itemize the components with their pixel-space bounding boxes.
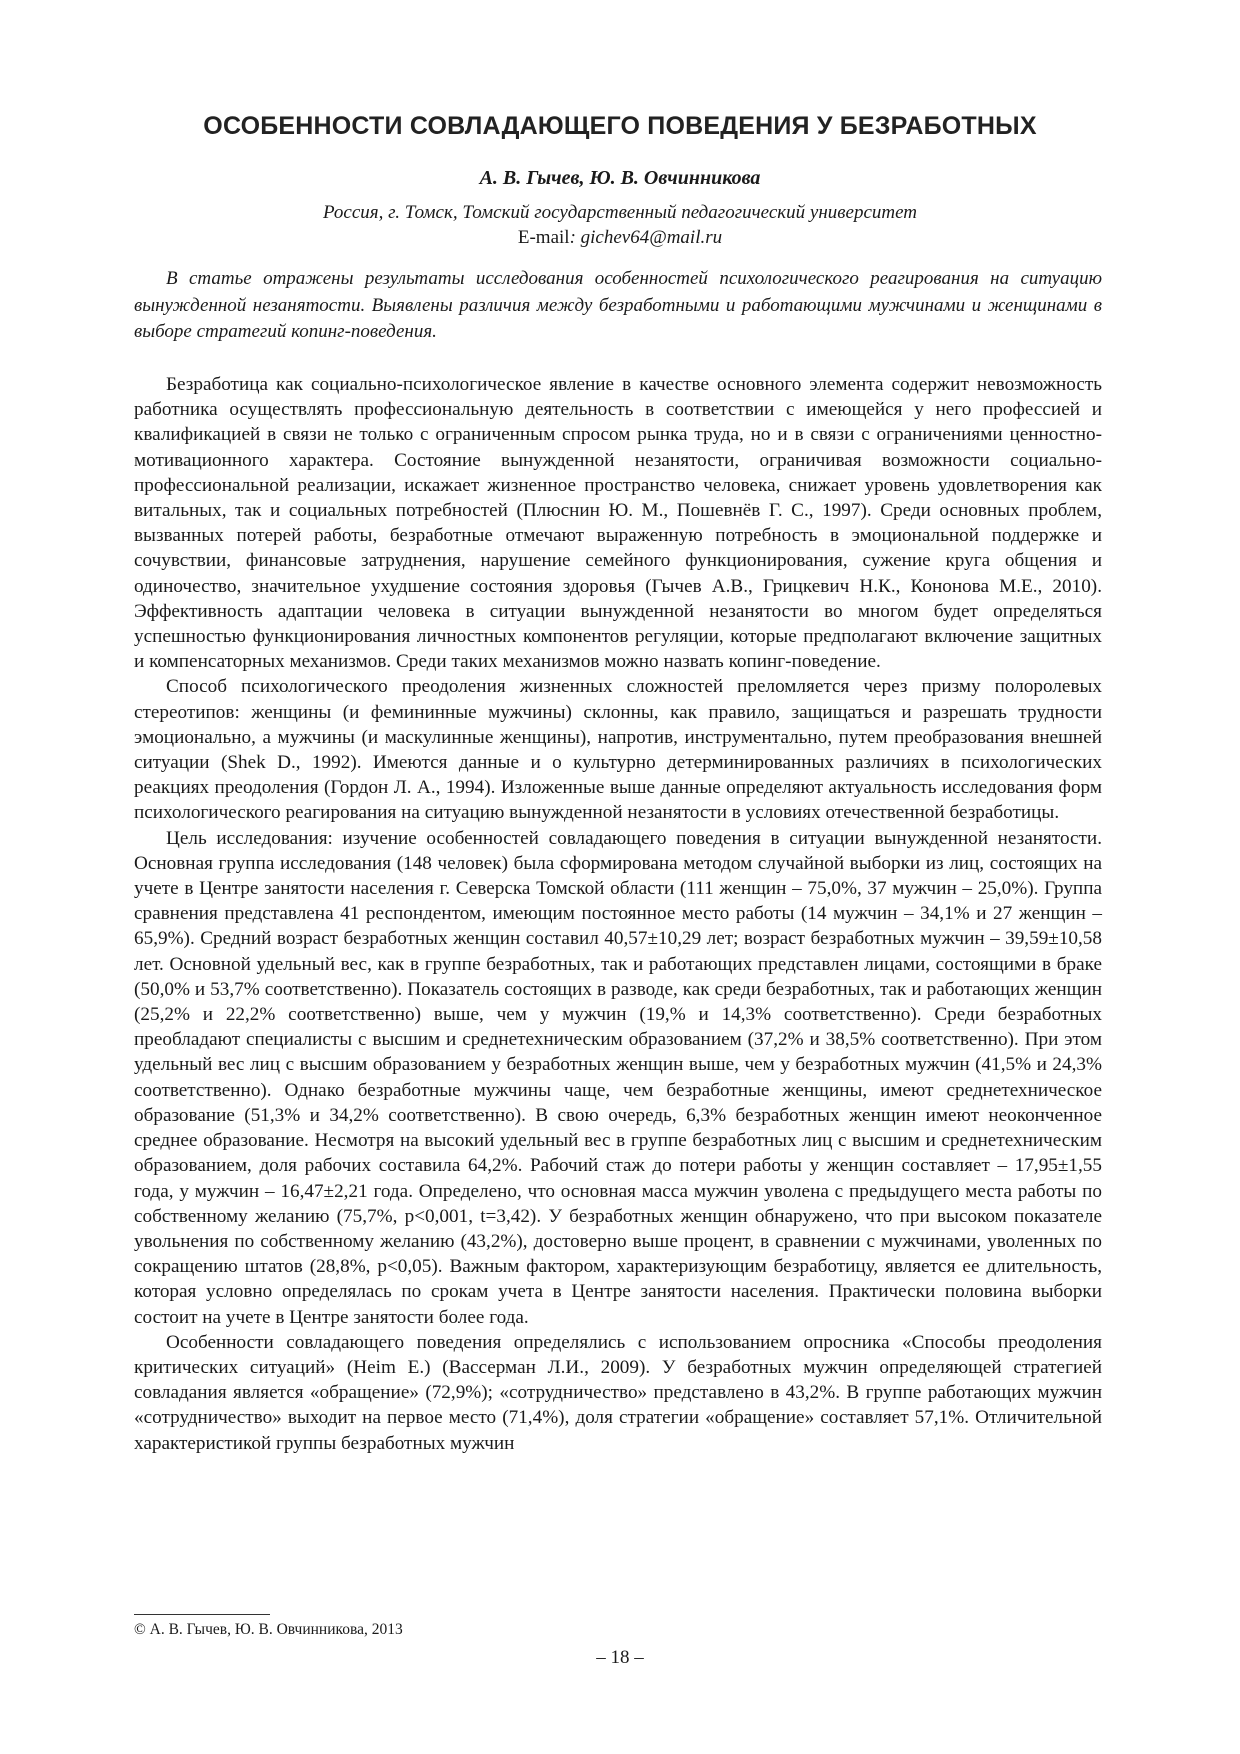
- paragraph: Способ психологического преодоления жизненных сложностей преломляется через призму полоролевых стереотипов: женщины (и фемининные мужчины) склонны, как правило, защищаться и разрешать трудности эмоционально, а мужчины (и маскулинные женщины), напротив, инструментально, путем преобразования внешней ситуации (Shek D., 1992). Имеются данные и о культурно детерминированных различиях в психологических реакциях преодоления (Гордон Л. А., 1994). Изложенные выше данные определяют актуальность исследования форм психологического реагирования на ситуацию вынужденной незанятости в условиях отечественной безработицы.: [134, 676, 1102, 824]
- paragraph: Цель исследования: изучение особенностей совладающего поведения в ситуации вынужденной незанятости. Основная группа исследования (148 человек) была сформирована методом случайной выборки из лиц, состоящих на учете в Центре занятости населения г. Северска Томской области (111 женщин – 75,0%, 37 мужчин – 25,0%). Группа сравнения представлена 41 респондентом, имеющим постоянное место работы (14 мужчин – 34,1% и 27 женщин – 65,9%). Средний возраст безработных женщин составил 40,57±10,29 лет; возраст безработных мужчин – 39,59±10,58 лет. Основной удельный вес, как в группе безработных, так и работающих представлен лицами, состоящими в браке (50,0% и 53,7% соответственно). Показатель состоящих в разводе, как среди безработных, так и работающих женщин (25,2% и 22,2% соответственно) выше, чем у мужчин (19,% и 14,3% соответственно). Среди безработных преобладают специалисты с высшим и среднетехническим образованием (37,2% и 38,5% соответственно). При этом удельный вес лиц с высшим образованием у безработных женщин выше, чем у безработных мужчин (41,5% и 24,3% соответственно). Однако безработные мужчины чаще, чем безработные женщины, имеют среднетехническое образование (51,3% и 34,2% соответственно). В свою очередь, 6,3% безработных женщин имеют неоконченное среднее образование. Несмотря на высокий удельный вес в группе безработных лиц с высшим и среднетехническим образованием, доля рабочих составила 64,2%. Рабочий стаж до потери работы у женщин составляет – 17,95±1,55 года, у мужчин – 16,47±2,21 года. Определено, что основная масса мужчин уволена с предыдущего места работы по собственному желанию (75,7%, p<0,001, t=3,42). У безработных женщин обнаружено, что при высоком показателе увольнения по собственному желанию (43,2%), достоверно выше процент, в сравнении с мужчинами, уволенных по сокращению штатов (28,8%, p<0,05). Важным фактором, характеризующим безработицу, является ее длительность, которая условно определялась по срокам учета в Центре занятости населения. Практически половина выборки состоит на учете в Центре занятости более года.: [134, 827, 1102, 1328]
- affiliation: Россия, г. Томск, Томский государственный педагогический университет: [322, 202, 918, 223]
- article-title: ОСОБЕННОСТИ СОВЛАДАЮЩЕГО ПОВЕДЕНИЯ У БЕЗРАБОТНЫХ: [203, 112, 1037, 140]
- email-line: [120, 227, 1120, 249]
- email-label: E-mail: [517, 227, 570, 248]
- copyright-footnote: © А. В. Гычев, Ю. В. Овчинникова, 2013: [134, 1621, 403, 1638]
- abstract: В статье отражены результаты исследования особенностей психологического реагирования на ситуацию вынужденной незанятости. Выявлены различия между безработными и работающими мужчинами и женщинами в выборе стратегий копинг-поведения.: [134, 268, 1102, 342]
- authors: А. В. Гычев, Ю. В. Овчинникова: [479, 167, 761, 189]
- footnote-divider: [134, 1614, 270, 1615]
- email-address[interactable]: : gichev64@mail.ru: [569, 227, 723, 248]
- article-body: [134, 372, 1102, 1456]
- paragraph: Особенности совладающего поведения определялись с использованием опросника «Способы преодоления критических ситуаций» (Heim E.) (Вассерман Л.И., 2009). У безработных мужчин определяющей стратегией совладания является «обращение» (72,9%); «сотрудничество» представлено в 43,2%. В группе работающих мужчин «сотрудничество» выходит на первое место (71,4%), доля стратегии «обращение» составляет 57,1%. Отличительной характеристикой группы безработных мужчин: [134, 1331, 1102, 1454]
- page-number: – 18 –: [596, 1647, 644, 1668]
- paragraph: Безработица как социально-психологическое явление в качестве основного элемента содержит невозможность работника осуществлять профессиональную деятельность в соответствии с имеющейся у него профессией и квалификацией в связи не только с ограниченным спросом рынка труда, но и в связи с ограничениями ценностно-мотивационного характера. Состояние вынужденной незанятости, ограничивая возможности социально-профессиональной реализации, искажает жизненное пространство человека, снижает уровень удовлетворения как витальных, так и социальных потребностей (Плюснин Ю. М., Пошевнёв Г. С., 1997). Среди основных проблем, вызванных потерей работы, безработные отмечают выраженную потребность в эмоциональной поддержке и сочувствии, финансовые затруднения, нарушение семейного функционирования, сужение круга общения и одиночество, значительное ухудшение состояния здоровья (Гычев А.В., Грицкевич Н.К., Кононова М.Е., 2010). Эффективность адаптации человека в ситуации вынужденной незанятости во многом будет определяться успешностью функционирования личностных компонентов регуляции, которые предполагают включение защитных и компенсаторных механизмов. Среди таких механизмов можно назвать копинг-поведение.: [134, 374, 1102, 673]
